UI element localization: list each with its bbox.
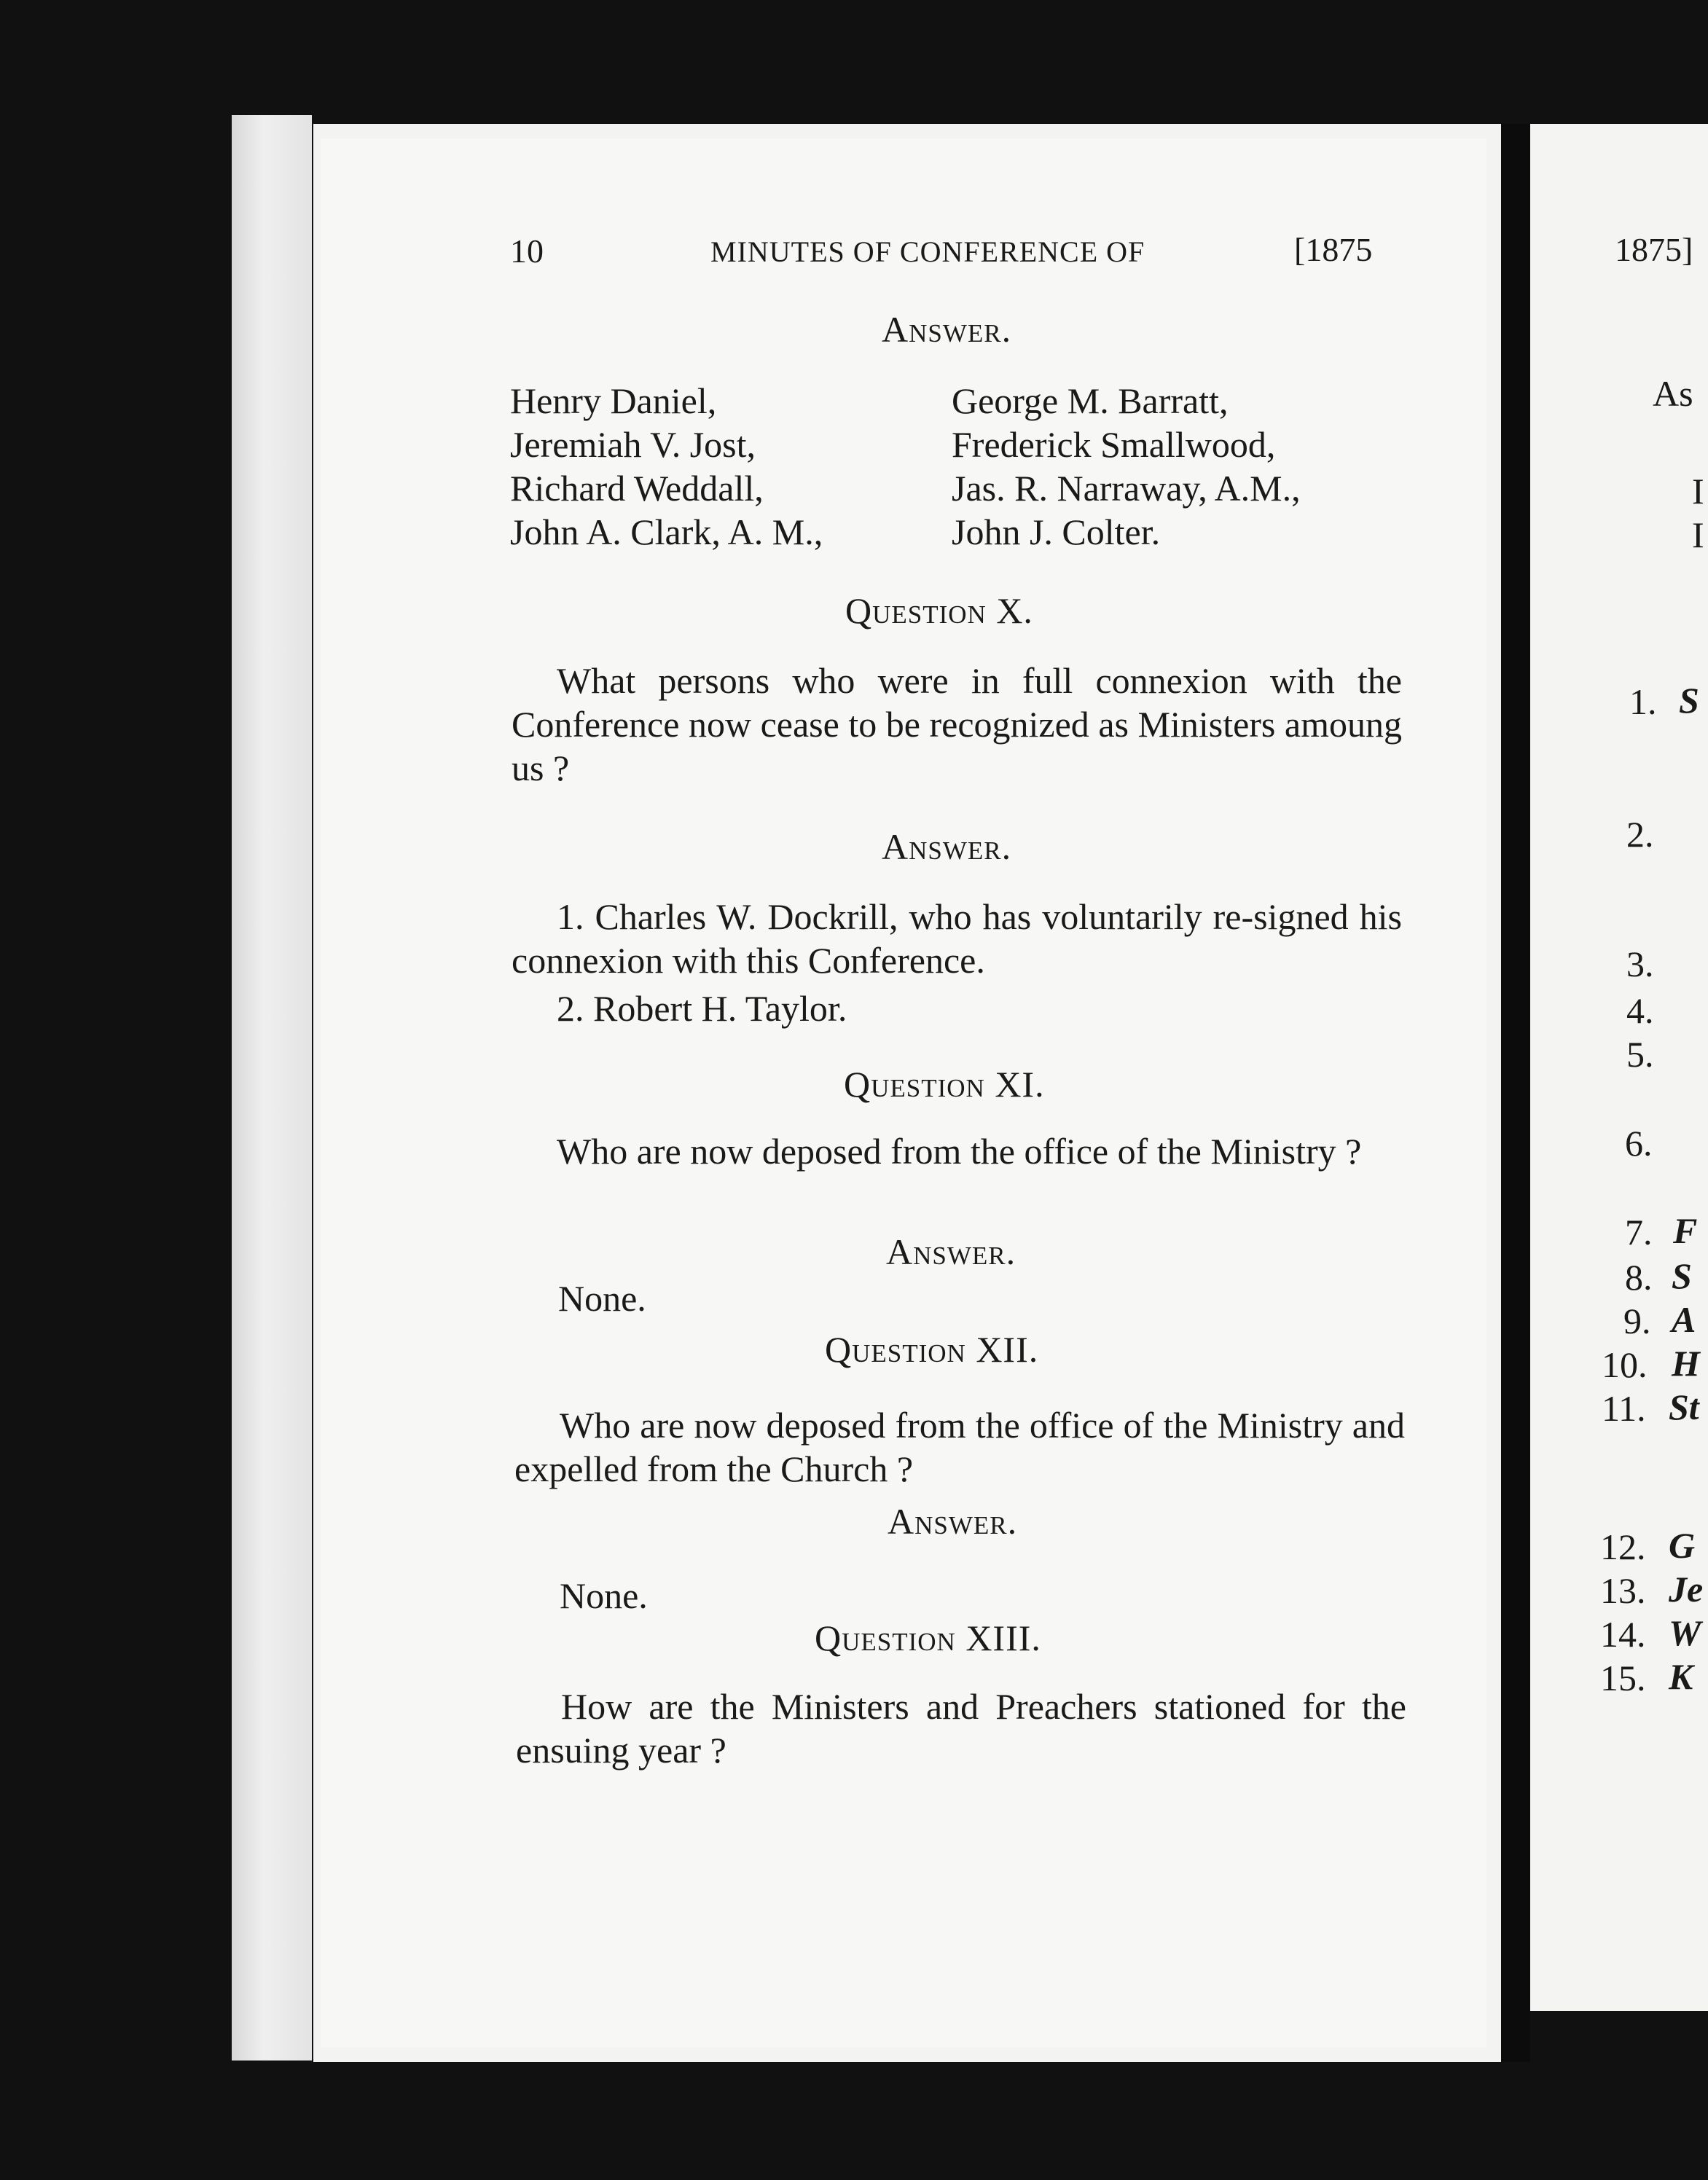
names-column-1 — [510, 379, 823, 554]
right-page-year: 1875] — [1615, 231, 1693, 268]
right-item-number: 1. — [1629, 681, 1657, 722]
right-item-text: H — [1672, 1343, 1700, 1384]
right-item-text: W — [1669, 1612, 1701, 1653]
answer-item: 1. Charles W. Dockrill, who has voluntarily re-signed his connexion with this Conference. — [512, 896, 1402, 981]
right-item-number: 9. — [1623, 1301, 1651, 1341]
running-title: MINUTES OF CONFERENCE OF — [710, 235, 1145, 268]
right-fragment-as: As — [1653, 373, 1693, 414]
right-item-number: 2. — [1626, 814, 1654, 855]
right-item-text: St — [1669, 1387, 1699, 1427]
answer-item: 2. Robert H. Taylor. — [557, 988, 847, 1029]
book-gutter — [1501, 124, 1530, 2062]
right-item-number: 14. — [1600, 1614, 1646, 1655]
answer-heading: Answer. — [882, 309, 1012, 350]
question-text: Who are now deposed from the office of the Ministry and expelled from the Church ? — [514, 1405, 1405, 1489]
answer-heading: Answer. — [886, 1231, 1016, 1272]
right-item-number: 11. — [1602, 1388, 1646, 1429]
right-item-number: 10. — [1602, 1344, 1648, 1385]
question-text: What persons who were in full connexion with the Conference now cease to be recognized as Ministers amoung us ? — [512, 660, 1402, 788]
question-text: How are the Ministers and Preachers stationed for the ensuing year ? — [516, 1686, 1406, 1771]
page-number: 10 — [510, 232, 544, 270]
answer-text: None. — [558, 1278, 646, 1319]
names-column-2 — [952, 379, 1301, 554]
answer-heading: Answer. — [888, 1501, 1018, 1542]
question-heading: Question XI. — [844, 1064, 1045, 1105]
name-entry: George M. Barratt, — [952, 380, 1229, 421]
name-entry: Henry Daniel, — [510, 380, 717, 421]
right-item-number: 5. — [1626, 1034, 1654, 1075]
book-page-edges — [232, 115, 312, 2061]
right-item-number: 8. — [1625, 1257, 1653, 1298]
right-item-number: 4. — [1626, 990, 1654, 1031]
name-entry: Frederick Smallwood, — [952, 424, 1276, 465]
right-item-text: A — [1672, 1299, 1696, 1340]
right-fragment-letter: I — [1692, 514, 1704, 555]
right-item-number: 3. — [1626, 944, 1654, 984]
right-fragment-letter: I — [1692, 471, 1704, 511]
right-item-number: 13. — [1600, 1570, 1646, 1611]
question-heading: Question XII. — [825, 1329, 1039, 1370]
name-entry: Jas. R. Narraway, A.M., — [952, 468, 1301, 509]
name-entry: John J. Colter. — [952, 511, 1161, 552]
right-item-number: 7. — [1625, 1212, 1653, 1252]
question-heading: Question XIII. — [815, 1618, 1041, 1658]
right-item-text: G — [1669, 1525, 1696, 1566]
right-item-number: 15. — [1600, 1658, 1646, 1698]
right-item-number: 12. — [1600, 1526, 1646, 1567]
right-item-text: S — [1672, 1255, 1692, 1296]
question-heading: Question X. — [845, 590, 1033, 631]
name-entry: Richard Weddall, — [510, 468, 764, 509]
answer-text: None. — [560, 1575, 648, 1616]
right-item-text: K — [1669, 1656, 1693, 1697]
right-item-text: Je — [1669, 1569, 1704, 1609]
name-entry: John A. Clark, A. M., — [510, 511, 823, 552]
header-year: [1875 — [1294, 231, 1373, 268]
right-item-number: 6. — [1625, 1123, 1653, 1164]
right-item-text: F — [1673, 1210, 1698, 1251]
question-text: Who are now deposed from the office of the Ministry ? — [557, 1131, 1362, 1172]
answer-heading: Answer. — [882, 826, 1012, 867]
right-item-text: S — [1679, 680, 1699, 721]
name-entry: Jeremiah V. Jost, — [510, 424, 756, 465]
